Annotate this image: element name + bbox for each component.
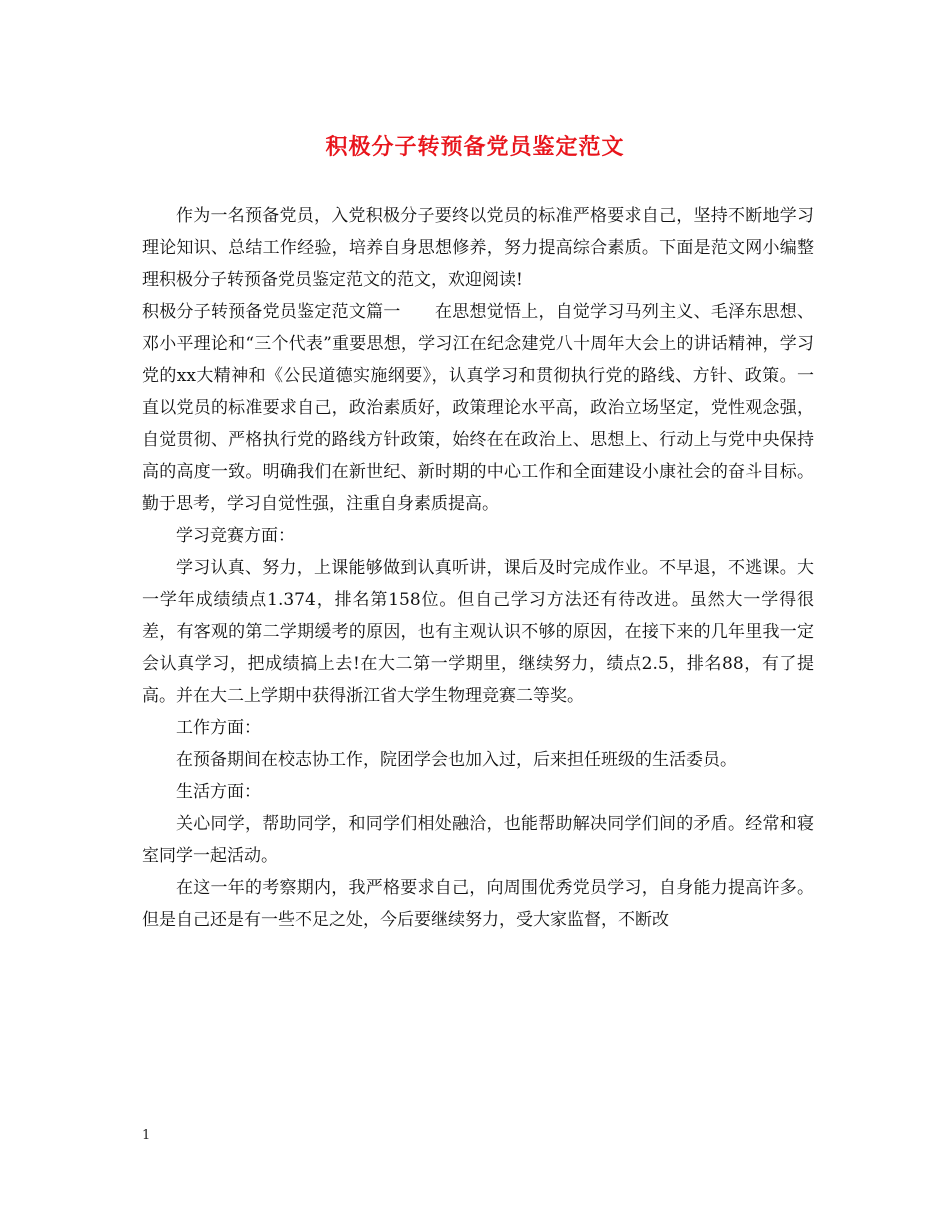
paragraph-section-one: 积极分子转预备党员鉴定范文篇一 在思想觉悟上，自觉学习马列主义、毛泽东思想、邓小平理论和“三个代表”重要思想，学习江在纪念建党八十周年大会上的讲话精神，学习党的xx大精神和《公民道德实施纲要》，认真学习和贯彻执行党的路线、方针、政策。一直以党员的标准要求自己，政治素质好，政策理论水平高，政治立场坚定，党性观念强，自觉贯彻、严格执行党的路线方针政策，始终在在政治上、思想上、行动上与党中央保持高的高度一致。明确我们在新世纪、新时期的中心工作和全面建设小康社会的奋斗目标。勤于思考，学习自觉性强，注重自身素质提高。 (142, 302, 814, 514)
heading-work: 工作方面： (176, 718, 261, 738)
page-number: 1 (142, 1128, 151, 1143)
heading-study: 学习竞赛方面： (176, 526, 295, 546)
paragraph-work: 在预备期间在校志协工作，院团学会也加入过，后来担任班级的生活委员。 (176, 750, 737, 770)
paragraph-study: 学习认真、努力，上课能够做到认真听讲，课后及时完成作业。不早退，不逃课。大一学年成绩绩点1.374，排名第158位。但自己学习方法还有待改进。虽然大一学得很差，有客观的第二学期缓考的原因，也有主观认识不够的原因，在接下来的几年里我一定会认真学习，把成绩搞上去!在大二第一学期里，继续努力，绩点2.5，排名88，有了提高。并在大二上学期中获得浙江省大学生物理竞赛二等奖。 (142, 558, 814, 706)
heading-life: 生活方面： (176, 782, 261, 802)
paragraph-life: 关心同学，帮助同学，和同学们相处融洽，也能帮助解决同学们间的矛盾。经常和寝室同学一起活动。 (142, 814, 814, 866)
document-body (142, 200, 814, 936)
document-title: 积极分子转预备党员鉴定范文 (325, 134, 625, 160)
paragraph-conclusion: 在这一年的考察期内，我严格要求自己，向周围优秀党员学习，自身能力提高许多。但是自己还是有一些不足之处，今后要继续努力，受大家监督，不断改 (142, 878, 814, 930)
paragraph-intro: 作为一名预备党员，入党积极分子要终以党员的标准严格要求自己，坚持不断地学习理论知识、总结工作经验，培养自身思想修养，努力提高综合素质。下面是范文网小编整理积极分子转预备党员鉴定范文的范文，欢迎阅读! (142, 206, 814, 290)
